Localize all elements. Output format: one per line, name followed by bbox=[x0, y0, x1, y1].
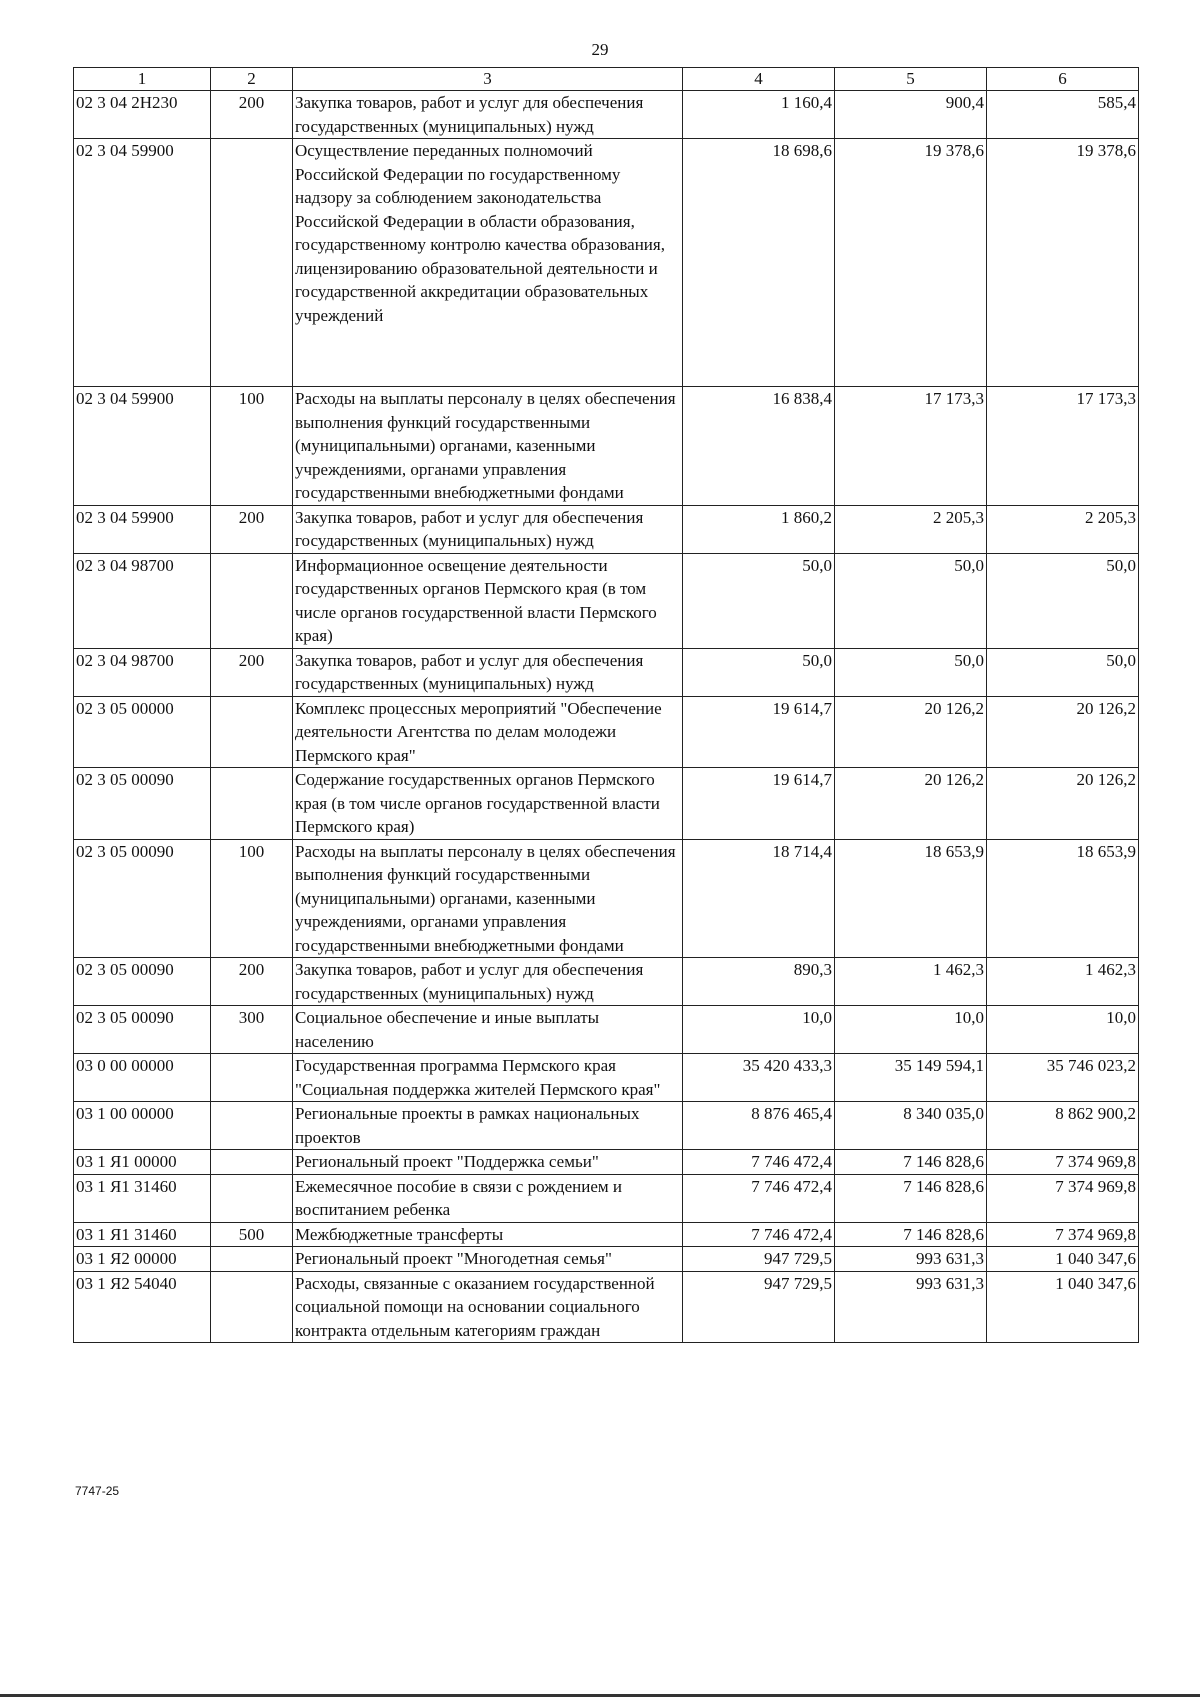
amount-col6-cell: 2 205,3 bbox=[987, 505, 1139, 553]
amount-col6-cell: 19 378,6 bbox=[987, 139, 1139, 387]
budget-code-cell: 03 1 Я1 31460 bbox=[74, 1222, 211, 1247]
amount-col6-cell: 7 374 969,8 bbox=[987, 1174, 1139, 1222]
budget-code-cell: 02 3 04 59900 bbox=[74, 387, 211, 506]
expense-type-cell: 300 bbox=[211, 1006, 293, 1054]
expense-type-cell bbox=[211, 553, 293, 648]
description-cell: Комплекс процессных мероприятий "Обеспечение деятельности Агентства по делам молодежи Пермского края" bbox=[293, 696, 683, 768]
amount-col5-cell: 20 126,2 bbox=[835, 696, 987, 768]
budget-code-cell: 03 1 Я2 54040 bbox=[74, 1271, 211, 1343]
amount-col5-cell: 7 146 828,6 bbox=[835, 1222, 987, 1247]
budget-code-cell: 02 3 04 98700 bbox=[74, 648, 211, 696]
amount-col4-cell: 947 729,5 bbox=[683, 1271, 835, 1343]
expense-type-cell bbox=[211, 1150, 293, 1175]
amount-col4-cell: 7 746 472,4 bbox=[683, 1174, 835, 1222]
budget-code-cell: 02 3 05 00090 bbox=[74, 768, 211, 840]
table-row bbox=[74, 1006, 1139, 1054]
table-row bbox=[74, 1271, 1139, 1343]
amount-col6-cell: 8 862 900,2 bbox=[987, 1102, 1139, 1150]
amount-col4-cell: 7 746 472,4 bbox=[683, 1222, 835, 1247]
amount-col4-cell: 947 729,5 bbox=[683, 1247, 835, 1272]
page-number: 29 bbox=[591, 40, 609, 59]
expense-type-cell bbox=[211, 768, 293, 840]
table-row bbox=[74, 553, 1139, 648]
budget-code-cell: 02 3 05 00000 bbox=[74, 696, 211, 768]
amount-col4-cell: 10,0 bbox=[683, 1006, 835, 1054]
amount-col6-cell: 17 173,3 bbox=[987, 387, 1139, 506]
budget-code-cell: 02 3 05 00090 bbox=[74, 1006, 211, 1054]
amount-col6-cell: 7 374 969,8 bbox=[987, 1222, 1139, 1247]
table-row bbox=[74, 839, 1139, 958]
amount-col4-cell: 50,0 bbox=[683, 648, 835, 696]
budget-code-cell: 02 3 04 2Н230 bbox=[74, 91, 211, 139]
budget-code-cell: 03 1 Я1 31460 bbox=[74, 1174, 211, 1222]
table-row bbox=[74, 1174, 1139, 1222]
budget-code-cell: 02 3 05 00090 bbox=[74, 839, 211, 958]
expense-type-cell: 100 bbox=[211, 839, 293, 958]
amount-col6-cell: 7 374 969,8 bbox=[987, 1150, 1139, 1175]
document-code: 7747-25 bbox=[75, 1484, 120, 1498]
amount-col4-cell: 7 746 472,4 bbox=[683, 1150, 835, 1175]
budget-code-cell: 02 3 04 98700 bbox=[74, 553, 211, 648]
amount-col4-cell: 1 860,2 bbox=[683, 505, 835, 553]
amount-col5-cell: 50,0 bbox=[835, 553, 987, 648]
amount-col4-cell: 16 838,4 bbox=[683, 387, 835, 506]
column-header-6: 6 bbox=[987, 68, 1139, 91]
description-cell: Расходы, связанные с оказанием государственной социальной помощи на основании социального контракта отдельным категориям граждан bbox=[293, 1271, 683, 1343]
description-cell: Расходы на выплаты персоналу в целях обеспечения выполнения функций государственными (муниципальными) органами, казенными учреждениями, органами управления государственными внебюджетными фондами bbox=[293, 387, 683, 506]
amount-col5-cell: 7 146 828,6 bbox=[835, 1150, 987, 1175]
description-cell: Ежемесячное пособие в связи с рождением и воспитанием ребенка bbox=[293, 1174, 683, 1222]
budget-table bbox=[73, 67, 1139, 1343]
expense-type-cell bbox=[211, 1271, 293, 1343]
amount-col6-cell: 10,0 bbox=[987, 1006, 1139, 1054]
column-header-1: 1 bbox=[74, 68, 211, 91]
amount-col4-cell: 35 420 433,3 bbox=[683, 1054, 835, 1102]
amount-col5-cell: 900,4 bbox=[835, 91, 987, 139]
amount-col4-cell: 19 614,7 bbox=[683, 768, 835, 840]
amount-col4-cell: 19 614,7 bbox=[683, 696, 835, 768]
table-row bbox=[74, 387, 1139, 506]
description-cell: Межбюджетные трансферты bbox=[293, 1222, 683, 1247]
amount-col5-cell: 8 340 035,0 bbox=[835, 1102, 987, 1150]
amount-col5-cell: 50,0 bbox=[835, 648, 987, 696]
expense-type-cell: 200 bbox=[211, 91, 293, 139]
amount-col4-cell: 8 876 465,4 bbox=[683, 1102, 835, 1150]
budget-code-cell: 03 1 Я1 00000 bbox=[74, 1150, 211, 1175]
amount-col5-cell: 19 378,6 bbox=[835, 139, 987, 387]
budget-code-cell: 02 3 04 59900 bbox=[74, 505, 211, 553]
expense-type-cell: 200 bbox=[211, 648, 293, 696]
table-header-row bbox=[74, 68, 1139, 91]
column-header-2: 2 bbox=[211, 68, 293, 91]
description-cell: Региональные проекты в рамках национальных проектов bbox=[293, 1102, 683, 1150]
table-row bbox=[74, 139, 1139, 387]
description-cell: Закупка товаров, работ и услуг для обеспечения государственных (муниципальных) нужд bbox=[293, 91, 683, 139]
amount-col6-cell: 50,0 bbox=[987, 648, 1139, 696]
amount-col5-cell: 7 146 828,6 bbox=[835, 1174, 987, 1222]
column-header-5: 5 bbox=[835, 68, 987, 91]
table-row bbox=[74, 1150, 1139, 1175]
description-cell: Государственная программа Пермского края "Социальная поддержка жителей Пермского края" bbox=[293, 1054, 683, 1102]
amount-col5-cell: 10,0 bbox=[835, 1006, 987, 1054]
expense-type-cell bbox=[211, 139, 293, 387]
table-row bbox=[74, 91, 1139, 139]
amount-col6-cell: 1 040 347,6 bbox=[987, 1247, 1139, 1272]
table-row bbox=[74, 696, 1139, 768]
table-row bbox=[74, 1222, 1139, 1247]
expense-type-cell bbox=[211, 1247, 293, 1272]
amount-col4-cell: 1 160,4 bbox=[683, 91, 835, 139]
amount-col6-cell: 20 126,2 bbox=[987, 696, 1139, 768]
budget-code-cell: 02 3 04 59900 bbox=[74, 139, 211, 387]
table-row bbox=[74, 1102, 1139, 1150]
amount-col4-cell: 50,0 bbox=[683, 553, 835, 648]
description-cell: Информационное освещение деятельности государственных органов Пермского края (в том числе органов государственной власти Пермского края) bbox=[293, 553, 683, 648]
amount-col6-cell: 585,4 bbox=[987, 91, 1139, 139]
column-header-3: 3 bbox=[293, 68, 683, 91]
expense-type-cell bbox=[211, 696, 293, 768]
budget-code-cell: 02 3 05 00090 bbox=[74, 958, 211, 1006]
table-row bbox=[74, 768, 1139, 840]
expense-type-cell: 100 bbox=[211, 387, 293, 506]
column-header-4: 4 bbox=[683, 68, 835, 91]
budget-code-cell: 03 0 00 00000 bbox=[74, 1054, 211, 1102]
amount-col6-cell: 20 126,2 bbox=[987, 768, 1139, 840]
amount-col5-cell: 1 462,3 bbox=[835, 958, 987, 1006]
amount-col5-cell: 17 173,3 bbox=[835, 387, 987, 506]
budget-code-cell: 03 1 00 00000 bbox=[74, 1102, 211, 1150]
amount-col4-cell: 890,3 bbox=[683, 958, 835, 1006]
table-row bbox=[74, 505, 1139, 553]
amount-col5-cell: 20 126,2 bbox=[835, 768, 987, 840]
amount-col4-cell: 18 698,6 bbox=[683, 139, 835, 387]
expense-type-cell bbox=[211, 1102, 293, 1150]
description-cell: Закупка товаров, работ и услуг для обеспечения государственных (муниципальных) нужд bbox=[293, 648, 683, 696]
description-cell: Региональный проект "Поддержка семьи" bbox=[293, 1150, 683, 1175]
amount-col5-cell: 35 149 594,1 bbox=[835, 1054, 987, 1102]
amount-col5-cell: 993 631,3 bbox=[835, 1247, 987, 1272]
table-row bbox=[74, 958, 1139, 1006]
description-cell: Расходы на выплаты персоналу в целях обеспечения выполнения функций государственными (муниципальными) органами, казенными учреждениями, органами управления государственными внебюджетными фондами bbox=[293, 839, 683, 958]
amount-col6-cell: 18 653,9 bbox=[987, 839, 1139, 958]
table-row bbox=[74, 1054, 1139, 1102]
budget-code-cell: 03 1 Я2 00000 bbox=[74, 1247, 211, 1272]
description-cell: Закупка товаров, работ и услуг для обеспечения государственных (муниципальных) нужд bbox=[293, 505, 683, 553]
expense-type-cell bbox=[211, 1174, 293, 1222]
amount-col6-cell: 35 746 023,2 bbox=[987, 1054, 1139, 1102]
description-cell: Региональный проект "Многодетная семья" bbox=[293, 1247, 683, 1272]
amount-col5-cell: 993 631,3 bbox=[835, 1271, 987, 1343]
description-cell: Социальное обеспечение и иные выплаты населению bbox=[293, 1006, 683, 1054]
description-cell: Осуществление переданных полномочий Российской Федерации по государственному надзору за соблюдением законодательства Российской Федерации в области образования, государственному контролю качества образования, лицензированию образовательной деятельности и государственной аккредитации образовательных учреждений bbox=[293, 139, 683, 387]
description-cell: Закупка товаров, работ и услуг для обеспечения государственных (муниципальных) нужд bbox=[293, 958, 683, 1006]
amount-col5-cell: 18 653,9 bbox=[835, 839, 987, 958]
amount-col5-cell: 2 205,3 bbox=[835, 505, 987, 553]
expense-type-cell: 500 bbox=[211, 1222, 293, 1247]
expense-type-cell: 200 bbox=[211, 958, 293, 1006]
expense-type-cell bbox=[211, 1054, 293, 1102]
amount-col6-cell: 50,0 bbox=[987, 553, 1139, 648]
table-row bbox=[74, 1247, 1139, 1272]
amount-col6-cell: 1 040 347,6 bbox=[987, 1271, 1139, 1343]
description-cell: Содержание государственных органов Пермского края (в том числе органов государственной власти Пермского края) bbox=[293, 768, 683, 840]
amount-col6-cell: 1 462,3 bbox=[987, 958, 1139, 1006]
table-row bbox=[74, 648, 1139, 696]
expense-type-cell: 200 bbox=[211, 505, 293, 553]
amount-col4-cell: 18 714,4 bbox=[683, 839, 835, 958]
